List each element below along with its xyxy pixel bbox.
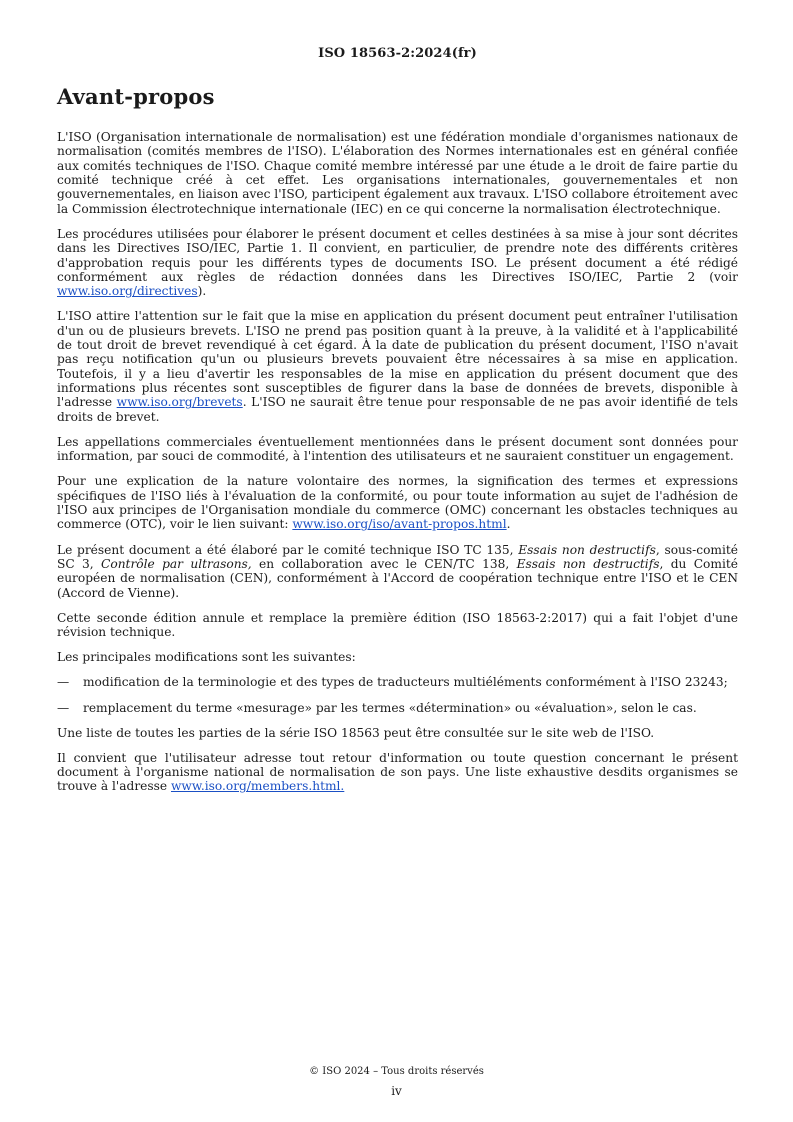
dash-bullet: —	[57, 700, 70, 715]
directives-link[interactable]: www.iso.org/directives	[57, 284, 198, 299]
paragraph-voluntary-nature: Pour une explication de la nature volontaire des normes, la signification des termes et expressions spécifiques de l'ISO liés à l'évaluation de la conformité, ou pour toute information au sujet de l'adhésion de l'ISO aux principes de l'Organisation mondiale du commerce (OMC) concernant les obstacles techniques au commerce (OTC), voir le lien suivant: www.iso.org/iso/avant-propos.html.	[57, 474, 738, 532]
members-link[interactable]: www.iso.org/members.html.	[170, 779, 345, 794]
dash-bullet: —	[57, 675, 70, 690]
paragraph-series-list: Une liste de toutes les parties de la série ISO 18563 peut être consultée sur le site web de l'ISO.	[57, 725, 655, 740]
page-number: iv	[391, 1084, 402, 1098]
list-item	[57, 701, 738, 715]
paragraph-changes-intro: Les principales modifications sont les suivantes:	[57, 650, 356, 665]
list-item-text: modification de la terminologie et des types de traducteurs multiéléments conformément à l'ISO 23243;	[83, 675, 728, 690]
paragraph-edition: Cette seconde édition annule et remplace la première édition (ISO 18563-2:2017) qui a fait l'objet d'une révision technique.	[57, 610, 738, 640]
paragraph-trade-names: Les appellations commerciales éventuellement mentionnées dans le présent document sont données pour information, par souci de commodité, à l'intention des utilisateurs et ne sauraient constituer un engagement.	[57, 434, 738, 464]
document-identifier: ISO 18563-2:2024(fr)	[318, 46, 477, 61]
foreword-link[interactable]: www.iso.org/iso/avant-propos.html	[292, 517, 507, 532]
body-text	[57, 130, 738, 805]
list-item	[57, 675, 738, 689]
section-title: Avant-propos	[57, 84, 215, 109]
list-item-text: remplacement du terme «mesurage» par les termes «détermination» ou «évaluation», selon le cas.	[83, 700, 697, 715]
paragraph-patents: L'ISO attire l'attention sur le fait que la mise en application du présent document peut entraîner l'utilisation d'un ou de plusieurs brevets. L'ISO ne prend pas position quant à la preuve, à la validité et à l'applicabilité de tout droit de brevet revendiqué à cet égard. À la date de publication du présent document, l'ISO n'avait pas reçu notification qu'un ou plusieurs brevets pouvaient être nécessaires à sa mise en application. Toutefois, il y a lieu d'avertir les responsables de la mise en application du présent document que des informations plus récentes sont susceptibles de figurer dans la base de données de brevets, disponible à l'adresse www.iso.org/brevets. L'ISO ne saurait être tenue pour responsable de ne pas avoir identifié de tels droits de brevet.	[57, 309, 739, 424]
patents-link[interactable]: www.iso.org/brevets	[116, 395, 243, 410]
paragraph-procedures: Les procédures utilisées pour élaborer le présent document et celles destinées à sa mise à jour sont décrites dans les Directives ISO/IEC, Partie 1. Il convient, en particulier, de prendre note des différents critères d'approbation requis pour les différents types de documents ISO. Le présent document a été rédigé conformément aux règles de rédaction données dans les Directives ISO/IEC, Partie 2 (voir www.iso.org/directives).	[57, 226, 738, 299]
paragraph-committee: Le présent document a été élaboré par le comité technique ISO TC 135, Essais non destructifs, sous-comité SC 3, Contrôle par ultrasons, en collaboration avec le CEN/TC 138, Essais non destructifs, du Comité européen de normalisation (CEN), conformément à l'Accord de coopération technique entre l'ISO et le CEN (Accord de Vienne).	[57, 542, 738, 600]
copyright-footer: © ISO 2024 – Tous droits réservés	[309, 1066, 484, 1077]
paragraph-iso-intro: L'ISO (Organisation internationale de normalisation) est une fédération mondiale d'organismes nationaux de normalisation (comités membres de l'ISO). L'élaboration des Normes internationales est en général confiée aux comités techniques de l'ISO. Chaque comité membre intéressé par une étude a le droit de faire partie du comité technique créé à cet effet. Les organisations internationales, gouvernementales et non gouvernementales, en liaison avec l'ISO, participent également aux travaux. L'ISO collabore étroitement avec la Commission électrotechnique internationale (IEC) en ce qui concerne la normalisation électrotechnique.	[57, 130, 738, 216]
paragraph-feedback: Il convient que l'utilisateur adresse tout retour d'information ou toute question concernant le présent document à l'organisme national de normalisation de son pays. Une liste exhaustive desdits organismes se trouve à l'adresse www.iso.org/members.html.	[57, 750, 738, 794]
